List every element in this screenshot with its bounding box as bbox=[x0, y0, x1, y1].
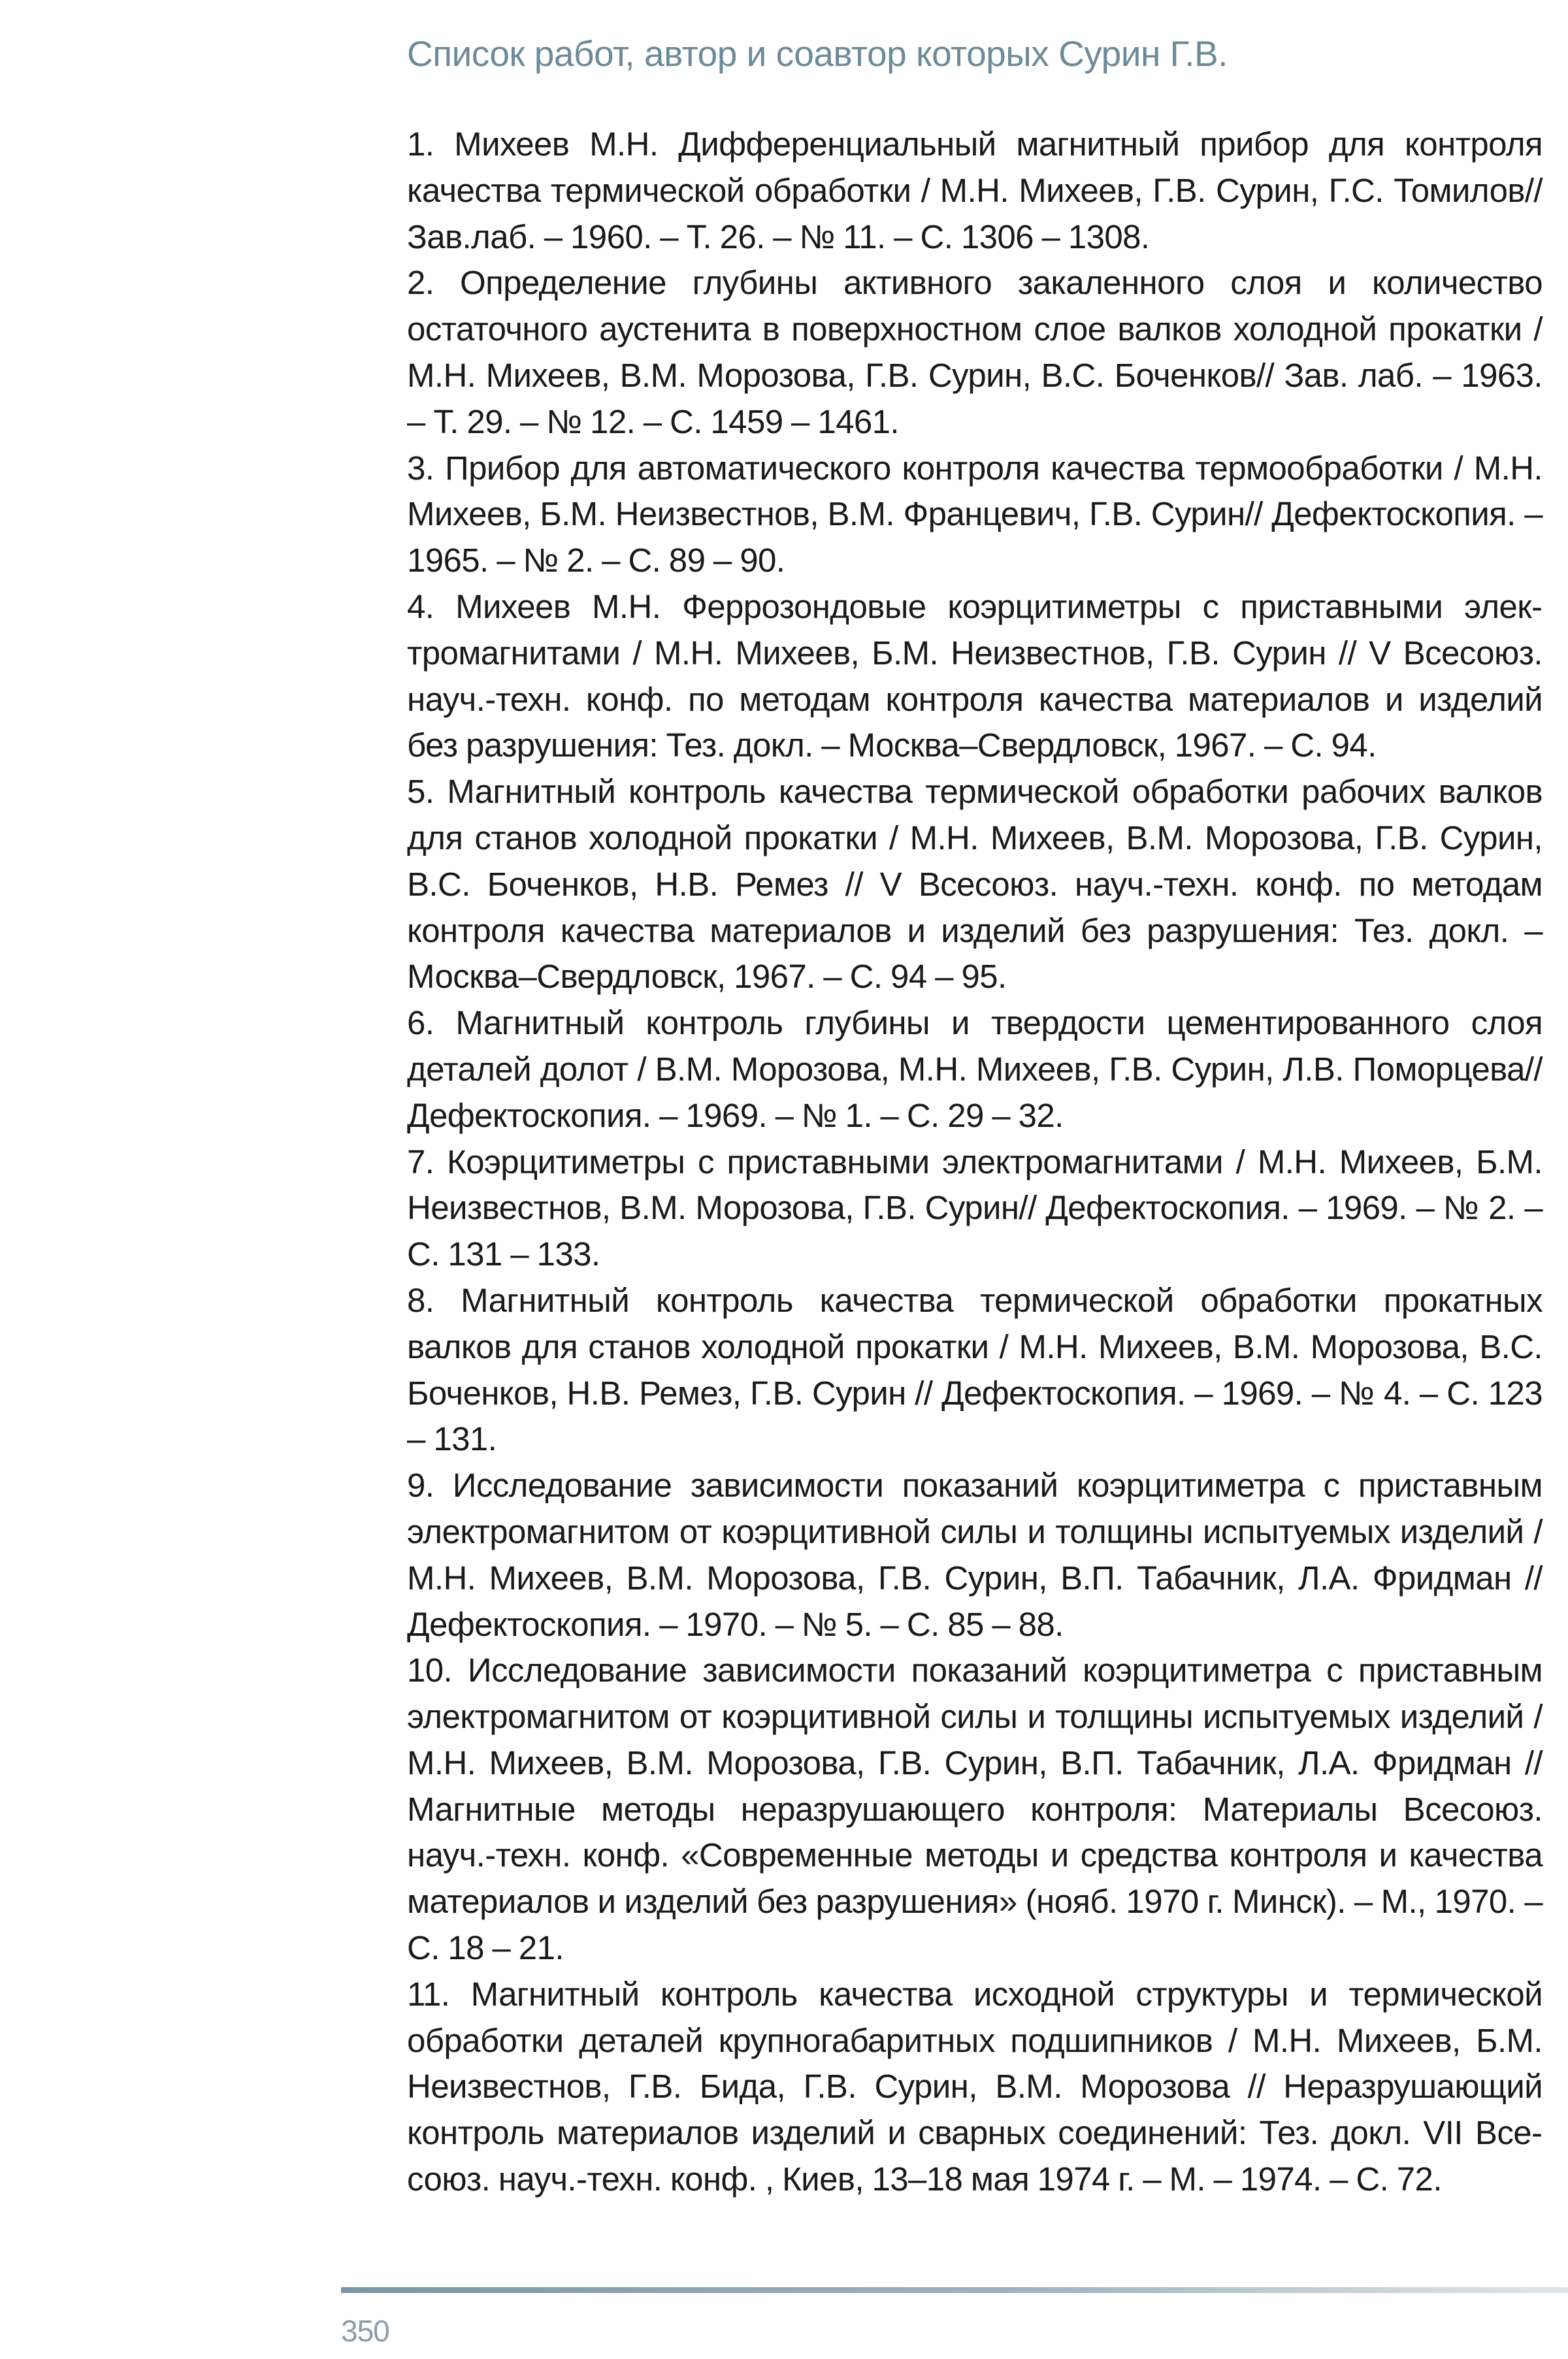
reference-item-10: 10. Исследование зависимости показаний коэрцитиметра с приставным электромагнитом от коэрцитивной силы и толщины испытуемых изделий / М.Н. Михеев, В.М. Морозова, Г.В. Сурин, В.П. Табачник, Л.А. Фридман // Магнитные методы неразрушающего контроля: Материалы Всесоюз. науч.-техн. конф. «Современные методы и средства контроля и качества материалов и изделий без разрушения» (нояб. 1970 г. Минск). – М., 1970. – С. 18 – 21. bbox=[407, 1651, 1543, 1967]
page-heading: Список работ, автор и соавтор которых Сурин Г.В. bbox=[407, 33, 1228, 74]
reference-list bbox=[407, 122, 1543, 2203]
reference-item-2: 2. Определение глубины активного закаленного слоя и количество остаточного аустенита в поверхностном слое валков холодной прокатки / М.Н. Михеев, В.М. Морозова, Г.В. Сурин, В.С. Боченков// Зав. лаб. – 1963. – Т. 29. – № 12. – С. 1459 – 1461. bbox=[407, 264, 1543, 440]
footer-rule bbox=[341, 2287, 1568, 2293]
reference-item-3: 3. Прибор для автоматического контроля качества термообработки / М.Н. Михеев, Б.М. Неизвестнов, В.М. Францевич, Г.В. Сурин// Дефектоскопия. – 1965. – № 2. – С. 89 – 90. bbox=[407, 449, 1543, 579]
reference-item-11: 11. Магнитный контроль качества исходной структуры и термической обработки деталей крупногабаритных подшипников / М.Н. Михеев, Б.М. Неизвестнов, Г.В. Бида, Г.В. Сурин, В.М. Морозова // Неразрушающий контроль материалов изделий и сварных соединений: Тез. докл. VII Всесоюз. науч.-техн. конф. , Киев, 13–18 мая 1974 г. – М. – 1974. – С. 72. bbox=[407, 1975, 1543, 2198]
reference-item-9: 9. Исследование зависимости показаний коэрцитиметра с приставным электромагнитом от коэрцитивной силы и толщины испытуемых изделий / М.Н. Михеев, В.М. Морозова, Г.В. Сурин, В.П. Табачник, Л.А. Фридман // Дефектоскопия. – 1970. – № 5. – С. 85 – 88. bbox=[407, 1467, 1543, 1643]
reference-item-8: 8. Магнитный контроль качества термической обработки прокатных валков для станов холодной прокатки / М.Н. Михеев, В.М. Морозова, В.С. Боченков, Н.В. Ремез, Г.В. Сурин // Дефектоскопия. – 1969. – № 4. – С. 123 – 131. bbox=[407, 1281, 1543, 1458]
page-number: 350 bbox=[341, 2314, 389, 2348]
reference-item-4: 4. Михеев М.Н. Феррозондовые коэрцитиметры с приставными электромагнитами / М.Н. Михеев, Б.М. Неизвестнов, Г.В. Сурин // V Всесоюз. науч.-техн. конф. по методам контроля качества материалов и изделий без разрушения: Тез. докл. – Москва–Свердловск, 1967. – С. 94. bbox=[407, 587, 1543, 764]
reference-item-5: 5. Магнитный контроль качества термической обработки рабочих валков для станов холодной прокатки / М.Н. Михеев, В.М. Морозова, Г.В. Сурин, В.С. Боченков, Н.В. Ремез // V Всесоюз. науч.-техн. конф. по методам контроля качества материалов и изделий без разрушения: Тез. докл. – Москва–Свердловск, 1967. – С. 94 – 95. bbox=[407, 773, 1543, 996]
reference-item-6: 6. Магнитный контроль глубины и твердости цементированного слоя деталей долот / В.М. Морозова, М.Н. Михеев, Г.В. Сурин, Л.В. Поморцева// Дефектоскопия. – 1969. – № 1. – С. 29 – 32. bbox=[407, 1004, 1543, 1134]
reference-item-1: 1. Михеев М.Н. Дифференциальный магнитный прибор для контроля качества термической обработки / М.Н. Михеев, Г.В. Сурин, Г.С. Томилов// Зав.лаб. – 1960. – Т. 26. – № 11. – С. 1306 – 1308. bbox=[407, 125, 1543, 255]
reference-item-7: 7. Коэрцитиметры с приставными электромагнитами / М.Н. Михеев, Б.М. Неизвестнов, В.М. Морозова, Г.В. Сурин// Дефектоскопия. – 1969. – № 2. – С. 131 – 133. bbox=[407, 1143, 1543, 1273]
